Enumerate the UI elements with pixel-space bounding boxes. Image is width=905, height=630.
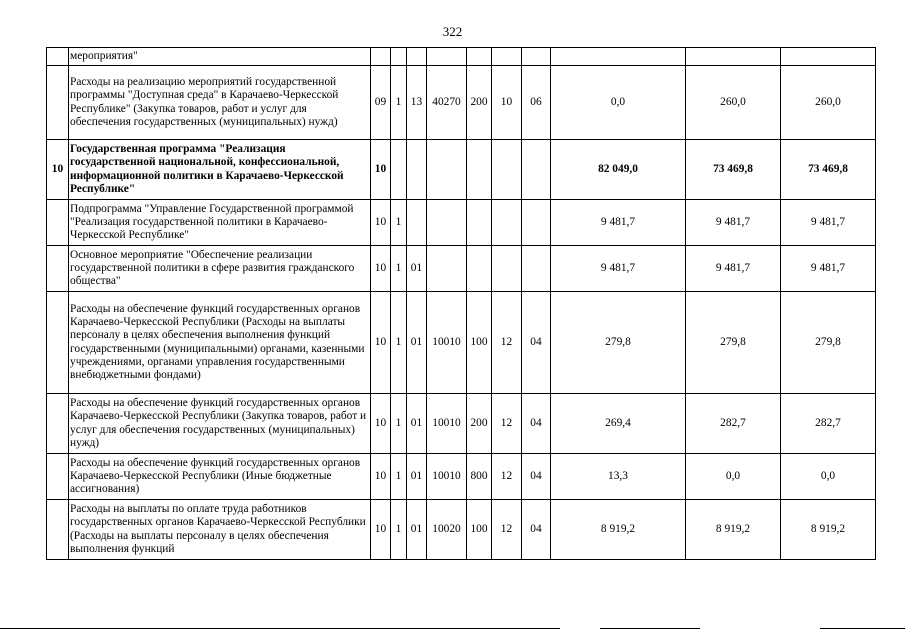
budget-table	[46, 47, 876, 560]
amount-year-2: 260,0	[686, 66, 781, 140]
table-row	[47, 500, 876, 560]
code-expense-type: 200	[467, 394, 492, 454]
code-om	[407, 140, 427, 200]
row-description: Расходы на выплаты по оплате труда работников государственных органов Карачаево-Черкесской Республики (Расходы на выплаты персоналу в целях обеспечения выполнения функций	[69, 500, 371, 560]
amount-year-3: 282,7	[781, 394, 876, 454]
row-description: Основное мероприятие "Обеспечение реализации государственной политики в сфере развития гражданского общества"	[69, 246, 371, 292]
amount-year-1: 8 919,2	[551, 500, 686, 560]
row-description: Расходы на реализацию мероприятий государственной программы "Доступная среда" в Карачаево-Черкесской Республике" (Закупка товаров, работ и услуг для обеспечения государственных (муниципальных) нужд)	[69, 66, 371, 140]
code-section	[492, 246, 522, 292]
code-direction: 10010	[427, 394, 467, 454]
code-expense-type	[467, 140, 492, 200]
amount-year-3: 0,0	[781, 454, 876, 500]
code-gp: 10	[371, 454, 391, 500]
amount-year-1: 13,3	[551, 454, 686, 500]
footer-rule-left	[0, 628, 560, 629]
code-section: 10	[492, 66, 522, 140]
table-row	[47, 292, 876, 394]
code-direction: 40270	[427, 66, 467, 140]
row-description: Подпрограмма "Управление Государственной программой "Реализация государственной политики в Карачаево-Черкесской Республике"	[69, 200, 371, 246]
code-om: 01	[407, 500, 427, 560]
code-direction: 10010	[427, 292, 467, 394]
code-om: 01	[407, 394, 427, 454]
code-om: 01	[407, 292, 427, 394]
code-section	[492, 48, 522, 66]
amount-year-2: 282,7	[686, 394, 781, 454]
code-subsection: 04	[522, 292, 551, 394]
table-row	[47, 454, 876, 500]
code-pp: 1	[391, 66, 407, 140]
row-number: 10	[47, 140, 69, 200]
code-expense-type: 200	[467, 66, 492, 140]
code-expense-type: 100	[467, 292, 492, 394]
row-number	[47, 246, 69, 292]
code-gp: 10	[371, 394, 391, 454]
amount-year-2: 73 469,8	[686, 140, 781, 200]
amount-year-2: 8 919,2	[686, 500, 781, 560]
row-description: мероприятия"	[69, 48, 371, 66]
code-om	[407, 200, 427, 246]
code-om: 01	[407, 454, 427, 500]
code-expense-type	[467, 246, 492, 292]
code-pp: 1	[391, 454, 407, 500]
code-pp: 1	[391, 246, 407, 292]
amount-year-3: 8 919,2	[781, 500, 876, 560]
amount-year-1: 279,8	[551, 292, 686, 394]
row-number	[47, 48, 69, 66]
row-number	[47, 454, 69, 500]
code-direction	[427, 48, 467, 66]
code-section: 12	[492, 394, 522, 454]
amount-year-3: 279,8	[781, 292, 876, 394]
amount-year-2	[686, 48, 781, 66]
code-subsection	[522, 200, 551, 246]
row-number	[47, 394, 69, 454]
amount-year-3	[781, 48, 876, 66]
code-om	[407, 48, 427, 66]
code-expense-type	[467, 200, 492, 246]
row-number	[47, 66, 69, 140]
code-gp: 10	[371, 140, 391, 200]
code-subsection: 04	[522, 454, 551, 500]
code-section	[492, 140, 522, 200]
code-subsection: 04	[522, 500, 551, 560]
table-row	[47, 200, 876, 246]
amount-year-1: 82 049,0	[551, 140, 686, 200]
page-number: 322	[442, 24, 463, 39]
amount-year-3: 73 469,8	[781, 140, 876, 200]
code-section	[492, 200, 522, 246]
row-description: Расходы на обеспечение функций государственных органов Карачаево-Черкесской Республики (Иные бюджетные ассигнования)	[69, 454, 371, 500]
code-direction	[427, 200, 467, 246]
amount-year-3: 260,0	[781, 66, 876, 140]
code-pp: 1	[391, 500, 407, 560]
code-expense-type: 800	[467, 454, 492, 500]
code-pp	[391, 48, 407, 66]
row-description: Расходы на обеспечение функций государственных органов Карачаево-Черкесской Республики (Закупка товаров, работ и услуг для обеспечения государственных (муниципальных) нужд)	[69, 394, 371, 454]
code-subsection: 06	[522, 66, 551, 140]
table-row-program	[47, 140, 876, 200]
code-gp: 09	[371, 66, 391, 140]
row-description: Расходы на обеспечение функций государственных органов Карачаево-Черкесской Республики (Расходы на выплаты персоналу в целях обеспечения выполнения функций государственными (муниципальными) органами, казенными учреждениями, органами управления государственными внебюджетными фондами)	[69, 292, 371, 394]
amount-year-1: 9 481,7	[551, 200, 686, 246]
code-expense-type: 100	[467, 500, 492, 560]
amount-year-2: 279,8	[686, 292, 781, 394]
code-direction: 10020	[427, 500, 467, 560]
table-row	[47, 394, 876, 454]
code-direction	[427, 140, 467, 200]
code-direction: 10010	[427, 454, 467, 500]
row-number	[47, 200, 69, 246]
amount-year-2: 9 481,7	[686, 200, 781, 246]
amount-year-1	[551, 48, 686, 66]
code-gp: 10	[371, 246, 391, 292]
code-gp: 10	[371, 500, 391, 560]
code-direction	[427, 246, 467, 292]
amount-year-1: 269,4	[551, 394, 686, 454]
table-row	[47, 48, 876, 66]
code-gp	[371, 48, 391, 66]
code-subsection	[522, 246, 551, 292]
code-pp: 1	[391, 394, 407, 454]
row-number	[47, 500, 69, 560]
code-subsection	[522, 48, 551, 66]
code-gp: 10	[371, 200, 391, 246]
table-row	[47, 246, 876, 292]
code-om: 13	[407, 66, 427, 140]
row-description: Государственная программа "Реализация государственной национальной, конфессиональной, информационной политики в Карачаево-Черкесской Республике"	[69, 140, 371, 200]
code-pp	[391, 140, 407, 200]
amount-year-2: 0,0	[686, 454, 781, 500]
code-section: 12	[492, 454, 522, 500]
code-om: 01	[407, 246, 427, 292]
code-pp: 1	[391, 292, 407, 394]
code-section: 12	[492, 500, 522, 560]
code-subsection	[522, 140, 551, 200]
amount-year-1: 0,0	[551, 66, 686, 140]
table-row	[47, 66, 876, 140]
row-number	[47, 292, 69, 394]
code-gp: 10	[371, 292, 391, 394]
amount-year-2: 9 481,7	[686, 246, 781, 292]
footer-rule-right	[600, 628, 700, 629]
footer-rule-far-right	[820, 628, 905, 629]
amount-year-1: 9 481,7	[551, 246, 686, 292]
code-pp: 1	[391, 200, 407, 246]
code-expense-type	[467, 48, 492, 66]
code-section: 12	[492, 292, 522, 394]
amount-year-3: 9 481,7	[781, 200, 876, 246]
amount-year-3: 9 481,7	[781, 246, 876, 292]
code-subsection: 04	[522, 394, 551, 454]
